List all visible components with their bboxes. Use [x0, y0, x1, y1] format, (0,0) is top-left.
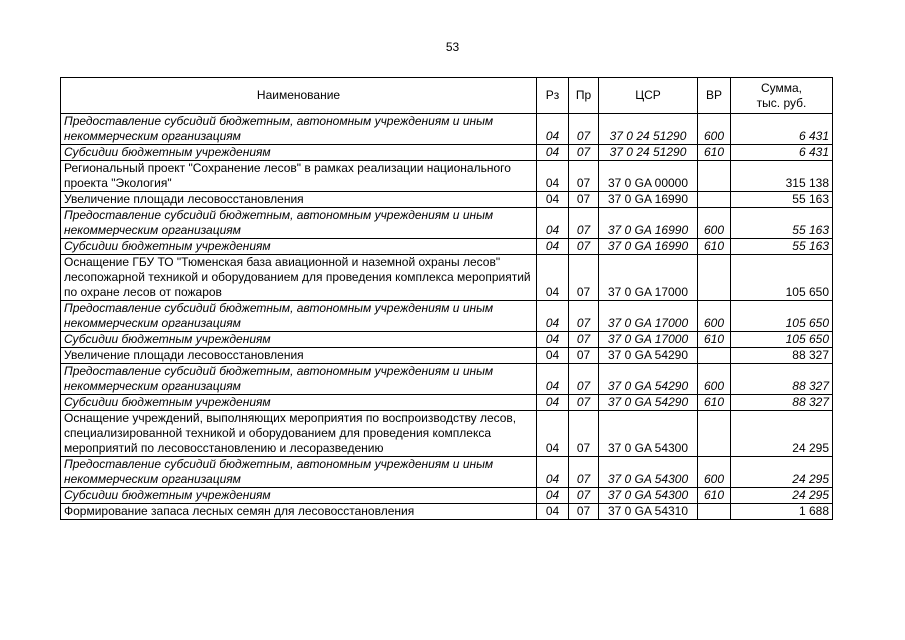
cell-sum: 88 327 — [731, 348, 833, 364]
table-row — [61, 192, 833, 208]
cell-pr: 07 — [569, 192, 599, 208]
cell-sum: 105 650 — [731, 301, 833, 332]
cell-sum: 6 431 — [731, 114, 833, 145]
header-rz: Рз — [537, 78, 569, 114]
cell-rz: 04 — [537, 161, 569, 192]
cell-rz: 04 — [537, 488, 569, 504]
cell-csr: 37 0 GA 54300 — [599, 411, 698, 457]
cell-name: Оснащение учреждений, выполняющих мероприятия по воспроизводству лесов, специализированной техникой и оборудованием для проведения комплекса мероприятий по лесовосстановлению и лесоразведению — [61, 411, 537, 457]
budget-table — [60, 77, 833, 520]
cell-vr: 600 — [698, 208, 731, 239]
cell-vr: 600 — [698, 114, 731, 145]
cell-rz: 04 — [537, 301, 569, 332]
cell-sum: 6 431 — [731, 145, 833, 161]
cell-rz: 04 — [537, 114, 569, 145]
cell-csr: 37 0 24 51290 — [599, 145, 698, 161]
table-row — [61, 395, 833, 411]
table-row — [61, 411, 833, 457]
cell-pr: 07 — [569, 488, 599, 504]
cell-pr: 07 — [569, 332, 599, 348]
table-header-row — [61, 78, 833, 114]
cell-sum: 55 163 — [731, 239, 833, 255]
header-sum — [731, 78, 833, 114]
cell-pr: 07 — [569, 239, 599, 255]
cell-sum: 24 295 — [731, 411, 833, 457]
cell-name: Субсидии бюджетным учреждениям — [61, 395, 537, 411]
cell-sum: 105 650 — [731, 255, 833, 301]
cell-pr: 07 — [569, 395, 599, 411]
cell-rz: 04 — [537, 255, 569, 301]
cell-pr: 07 — [569, 411, 599, 457]
cell-csr: 37 0 GA 54290 — [599, 348, 698, 364]
cell-vr: 610 — [698, 488, 731, 504]
cell-sum: 88 327 — [731, 395, 833, 411]
cell-vr: 600 — [698, 457, 731, 488]
cell-csr: 37 0 GA 54290 — [599, 395, 698, 411]
cell-rz: 04 — [537, 395, 569, 411]
cell-vr — [698, 192, 731, 208]
table-row — [61, 504, 833, 520]
header-name: Наименование — [61, 78, 537, 114]
header-pr: Пр — [569, 78, 599, 114]
table-row — [61, 348, 833, 364]
cell-sum: 105 650 — [731, 332, 833, 348]
cell-vr — [698, 348, 731, 364]
cell-rz: 04 — [537, 411, 569, 457]
cell-name: Субсидии бюджетным учреждениям — [61, 239, 537, 255]
cell-rz: 04 — [537, 364, 569, 395]
cell-csr: 37 0 GA 16990 — [599, 192, 698, 208]
cell-csr: 37 0 GA 16990 — [599, 239, 698, 255]
cell-csr: 37 0 GA 16990 — [599, 208, 698, 239]
cell-sum: 1 688 — [731, 504, 833, 520]
cell-sum: 55 163 — [731, 192, 833, 208]
cell-pr: 07 — [569, 457, 599, 488]
cell-vr — [698, 411, 731, 457]
cell-name: Оснащение ГБУ ТО "Тюменская база авиационной и наземной охраны лесов" лесопожарной техникой и оборудованием для проведения комплекса мероприятий по охране лесов от пожаров — [61, 255, 537, 301]
cell-csr: 37 0 GA 54310 — [599, 504, 698, 520]
cell-name: Предоставление субсидий бюджетным, автономным учреждениям и иным некоммерческим организациям — [61, 364, 537, 395]
cell-rz: 04 — [537, 145, 569, 161]
cell-vr: 610 — [698, 145, 731, 161]
cell-name: Субсидии бюджетным учреждениям — [61, 145, 537, 161]
cell-pr: 07 — [569, 114, 599, 145]
cell-pr: 07 — [569, 504, 599, 520]
header-csr: ЦСР — [599, 78, 698, 114]
table-body — [61, 114, 833, 520]
cell-name: Региональный проект "Сохранение лесов" в рамках реализации национального проекта "Экология" — [61, 161, 537, 192]
table-row — [61, 161, 833, 192]
cell-name: Формирование запаса лесных семян для лесовосстановления — [61, 504, 537, 520]
cell-name: Предоставление субсидий бюджетным, автономным учреждениям и иным некоммерческим организациям — [61, 457, 537, 488]
cell-vr — [698, 504, 731, 520]
cell-rz: 04 — [537, 348, 569, 364]
cell-vr: 600 — [698, 301, 731, 332]
cell-vr: 610 — [698, 395, 731, 411]
cell-pr: 07 — [569, 364, 599, 395]
cell-rz: 04 — [537, 457, 569, 488]
cell-csr: 37 0 GA 54300 — [599, 457, 698, 488]
cell-rz: 04 — [537, 192, 569, 208]
cell-name: Субсидии бюджетным учреждениям — [61, 488, 537, 504]
cell-vr — [698, 161, 731, 192]
header-sum-line1: Сумма, — [760, 80, 803, 95]
cell-vr: 600 — [698, 364, 731, 395]
table-row — [61, 208, 833, 239]
cell-name: Увеличение площади лесовосстановления — [61, 348, 537, 364]
cell-vr: 610 — [698, 332, 731, 348]
cell-sum: 315 138 — [731, 161, 833, 192]
cell-rz: 04 — [537, 504, 569, 520]
header-vr: ВР — [698, 78, 731, 114]
table-row — [61, 301, 833, 332]
cell-name: Предоставление субсидий бюджетным, автономным учреждениям и иным некоммерческим организациям — [61, 301, 537, 332]
cell-pr: 07 — [569, 161, 599, 192]
cell-csr: 37 0 24 51290 — [599, 114, 698, 145]
cell-csr: 37 0 GA 54290 — [599, 364, 698, 395]
cell-pr: 07 — [569, 301, 599, 332]
table-row — [61, 145, 833, 161]
table-row — [61, 332, 833, 348]
cell-pr: 07 — [569, 208, 599, 239]
table-row — [61, 114, 833, 145]
cell-csr: 37 0 GA 00000 — [599, 161, 698, 192]
page-number: 53 — [445, 40, 460, 54]
table-row — [61, 457, 833, 488]
cell-sum: 24 295 — [731, 488, 833, 504]
cell-name: Субсидии бюджетным учреждениям — [61, 332, 537, 348]
cell-name: Предоставление субсидий бюджетным, автономным учреждениям и иным некоммерческим организациям — [61, 114, 537, 145]
cell-sum: 88 327 — [731, 364, 833, 395]
cell-csr: 37 0 GA 17000 — [599, 301, 698, 332]
cell-name: Предоставление субсидий бюджетным, автономным учреждениям и иным некоммерческим организациям — [61, 208, 537, 239]
cell-rz: 04 — [537, 239, 569, 255]
cell-rz: 04 — [537, 332, 569, 348]
table-row — [61, 364, 833, 395]
table-row — [61, 239, 833, 255]
cell-sum: 55 163 — [731, 208, 833, 239]
cell-rz: 04 — [537, 208, 569, 239]
table-row — [61, 488, 833, 504]
cell-pr: 07 — [569, 255, 599, 301]
cell-csr: 37 0 GA 17000 — [599, 255, 698, 301]
cell-csr: 37 0 GA 17000 — [599, 332, 698, 348]
cell-pr: 07 — [569, 145, 599, 161]
cell-pr: 07 — [569, 348, 599, 364]
header-sum-line2: тыс. руб. — [756, 95, 807, 110]
cell-vr: 610 — [698, 239, 731, 255]
cell-name: Увеличение площади лесовосстановления — [61, 192, 537, 208]
cell-sum: 24 295 — [731, 457, 833, 488]
cell-vr — [698, 255, 731, 301]
cell-csr: 37 0 GA 54300 — [599, 488, 698, 504]
table-row — [61, 255, 833, 301]
